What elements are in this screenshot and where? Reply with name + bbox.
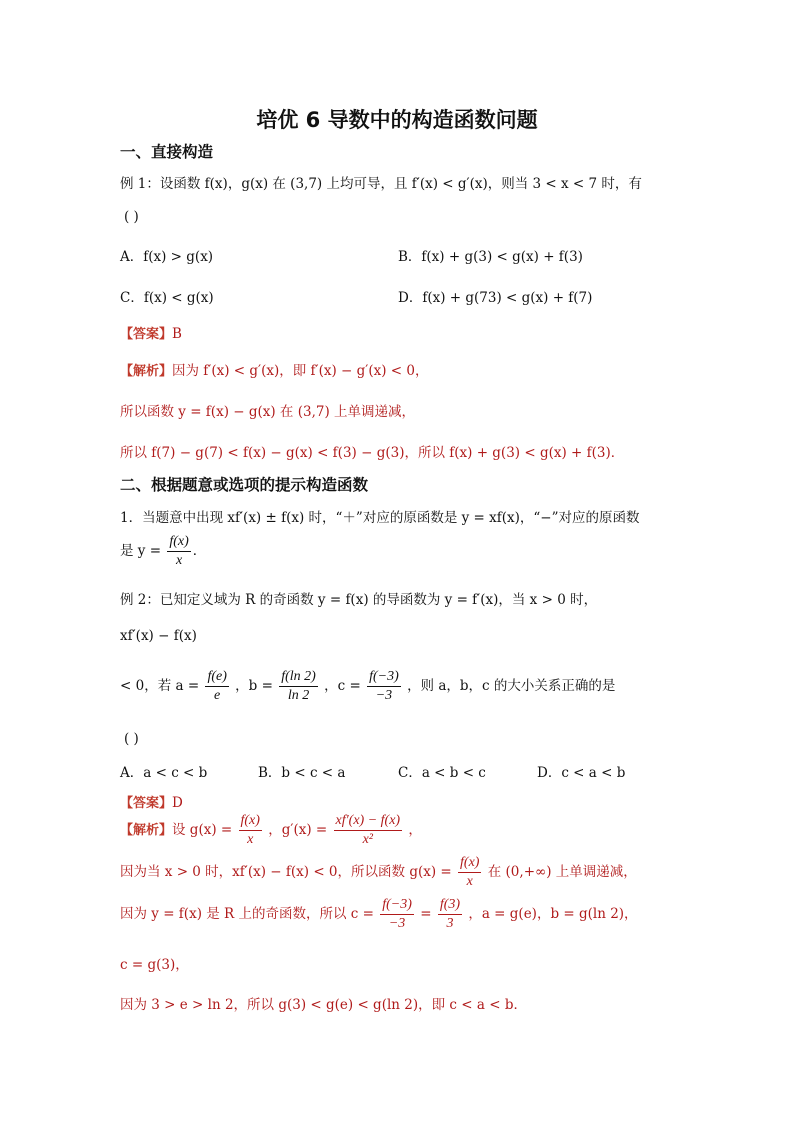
fraction-numerator: f(−3)	[367, 668, 401, 687]
fraction-numerator: f(x)	[458, 854, 481, 873]
example1-paren: ( )	[124, 209, 139, 225]
example2-an1-mid: ，g′(x) =	[268, 822, 328, 838]
example1-option-b: B．f(x) + g(3) < g(x) + f(3)	[398, 249, 583, 265]
example2-stem-1: 例 2：已知定义域为 R 的奇函数 y = f(x) 的导函数为 y = f′(x)，当 x > 0 时，	[120, 592, 598, 608]
example1-stem: 例 1：设函数 f(x)，g(x) 在 (3,7) 上均可导，且 f′(x) < g′(x)，则当 3 < x < 7 时，有	[120, 176, 642, 192]
example2-analysis-5: 因为 3 > e > ln 2，所以 g(3) < g(e) < g(ln 2)，即 c < a < b．	[120, 997, 527, 1013]
analysis-tag: 【解析】	[120, 823, 173, 838]
example2-analysis-1	[120, 812, 422, 849]
example2-option-b: B．b < c < a	[258, 765, 346, 781]
section-heading-direct: 一、直接构造	[120, 143, 214, 161]
fraction-numerator: f(−3)	[380, 896, 414, 915]
example1-answer: B	[172, 326, 182, 342]
fraction-denominator: −3	[375, 688, 393, 703]
fraction-numerator: xf′(x) − f(x)	[334, 812, 403, 831]
fraction-denominator: 3	[446, 916, 454, 931]
example2-option-d: D．c < a < b	[537, 765, 626, 781]
fraction-f3-over-3	[438, 896, 462, 933]
example2-an1-pre: 设 g(x) =	[172, 822, 233, 838]
example1-analysis-3: 所以 f(7) − g(7) < f(x) − g(x) < f(3) − g(3)，所以 f(x) + g(3) < g(x) + f(3)．	[120, 445, 625, 461]
fraction-f-over-x	[167, 533, 190, 570]
example2-an2-post: 在 (0,+∞) 上单调递减，	[487, 864, 637, 880]
example1-analysis-2: 所以函数 y = f(x) − g(x) 在 (3,7) 上单调递减，	[120, 404, 416, 420]
example2-analysis-2	[120, 854, 637, 891]
fraction-denominator: −3	[388, 916, 406, 931]
example2-an3-post: ，a = g(e)，b = g(ln 2)，	[468, 906, 638, 922]
point1-line1: 1．当题意中出现 xf′(x) ± f(x) 时，“＋”对应的原函数是 y = xf(x)，“−”对应的原函数	[120, 510, 640, 526]
fraction-numerator: f(x)	[239, 812, 262, 831]
page-title: 培优 6 导数中的构造函数问题	[256, 108, 538, 132]
fraction-denominator: e	[214, 688, 221, 703]
fraction-numerator: f(3)	[438, 896, 462, 915]
fraction-denominator: x	[175, 553, 183, 568]
example2-answer: D	[172, 795, 183, 811]
fraction-numerator: f(x)	[167, 533, 190, 552]
fraction-denominator: x²	[362, 832, 373, 847]
section-heading-hint: 二、根据题意或选项的提示构造函数	[120, 476, 369, 494]
fraction-g-def	[458, 854, 481, 891]
example1-analysis-1	[120, 359, 429, 379]
analysis-tag: 【解析】	[120, 364, 173, 379]
fraction-g-prime	[334, 812, 403, 849]
example2-stem3-pre: < 0，若 a =	[120, 678, 200, 694]
fraction-denominator: ln 2	[287, 688, 310, 703]
example2-stem-2: xf′(x) − f(x)	[120, 628, 197, 644]
point1-line2	[120, 533, 206, 570]
example1-option-a: A．f(x) > g(x)	[120, 249, 214, 265]
fraction-denominator: x	[247, 832, 254, 847]
example2-an1-post: ，	[408, 822, 422, 838]
example2-analysis-3	[120, 896, 638, 933]
example1-option-d: D．f(x) + g(73) < g(x) + f(7)	[398, 290, 593, 306]
answer-tag: 【答案】	[120, 327, 173, 342]
example2-answer-line	[120, 792, 183, 811]
example2-b-pre: ，b =	[235, 678, 273, 694]
point1-line2-post: ．	[192, 543, 207, 559]
fraction-g	[239, 812, 262, 849]
fraction-c-value	[380, 896, 414, 933]
fraction-b	[279, 668, 318, 705]
example2-stem-3	[120, 668, 615, 705]
example2-c-pre: ，c =	[324, 678, 361, 694]
example1-option-c: C．f(x) < g(x)	[120, 290, 214, 306]
example1-analysis-text-1: 因为 f′(x) < g′(x)，即 f′(x) − g′(x) < 0，	[172, 363, 429, 379]
fraction-a	[205, 668, 228, 705]
fraction-denominator: x	[466, 874, 473, 889]
example2-option-c: C．a < b < c	[398, 765, 486, 781]
equals-sign: =	[420, 906, 432, 922]
example2-stem3-post: ，则 a，b，c 的大小关系正确的是	[407, 678, 616, 694]
fraction-numerator: f(ln 2)	[279, 668, 318, 687]
example2-an3-pre: 因为 y = f(x) 是 R 上的奇函数，所以 c =	[120, 906, 374, 922]
fraction-c	[367, 668, 401, 705]
answer-tag: 【答案】	[120, 796, 173, 811]
fraction-numerator: f(e)	[205, 668, 228, 687]
point1-line2-pre: 是 y =	[120, 543, 162, 559]
example2-option-a: A．a < c < b	[120, 765, 208, 781]
example2-analysis-4: c = g(3)，	[120, 957, 189, 973]
example2-paren: ( )	[124, 731, 139, 747]
example1-answer-line	[120, 323, 182, 342]
example2-an2-pre: 因为当 x > 0 时，xf′(x) − f(x) < 0，所以函数 g(x) =	[120, 864, 452, 880]
